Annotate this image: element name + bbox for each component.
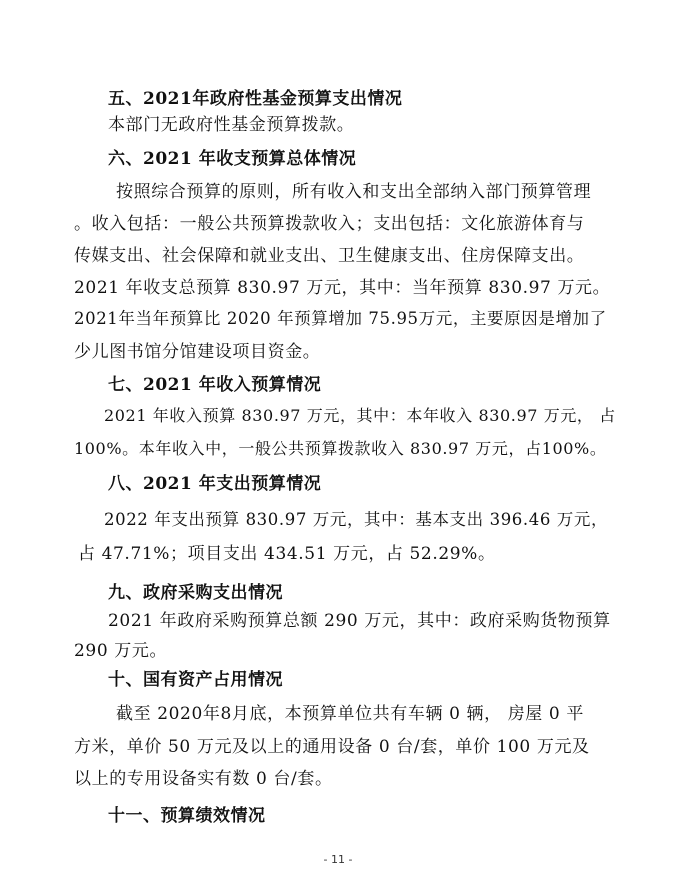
section-6-line-5: 2021年当年预算比 2020 年预算增加 75.95万元，主要原因是增加了 <box>74 309 607 328</box>
section-5-heading: 五、2021年政府性基金预算支出情况 <box>108 89 403 109</box>
section-8-line-2: 占 47.71%；项目支出 434.51 万元，占 52.29%。 <box>78 544 496 564</box>
section-5-text: 本部门无政府性基金预算拨款。 <box>108 115 355 135</box>
section-6-line-3: 传媒支出、社会保障和就业支出、卫生健康支出、住房保障支出。 <box>74 246 585 266</box>
section-6-line-1: 按照综合预算的原则，所有收入和支出全部纳入部门预算管理 <box>116 182 592 202</box>
section-10-line-1: 截至 2020年8月底，本预算单位共有车辆 0 辆， 房屋 0 平 <box>116 704 584 724</box>
section-10-line-3: 以上的专用设备实有数 0 台/套。 <box>74 769 333 789</box>
section-8-line-1: 2022 年支出预算 830.97 万元，其中：基本支出 396.46 万元， <box>104 510 609 529</box>
section-9-line-1: 2021 年政府采购预算总额 290 万元，其中：政府采购货物预算 <box>108 611 611 631</box>
section-7-heading: 七、2021 年收入预算情况 <box>108 375 322 395</box>
section-8-heading: 八、2021 年支出预算情况 <box>108 474 322 494</box>
section-6-line-2: 。收入包括：一般公共预算拨款收入；支出包括：文化旅游体育与 <box>74 214 585 234</box>
section-6-line-4: 2021 年收支总预算 830.97 万元，其中：当年预算 830.97 万元。 <box>74 278 611 298</box>
section-9-line-2: 290 万元。 <box>74 641 168 661</box>
section-9-heading: 九、政府采购支出情况 <box>108 583 283 603</box>
section-6-line-6: 少儿图书馆分馆建设项目资金。 <box>74 342 321 362</box>
section-10-heading: 十、国有资产占用情况 <box>108 670 283 690</box>
section-6-heading: 六、2021 年收支预算总体情况 <box>108 149 357 169</box>
section-10-line-2: 方米，单价 50 万元及以上的通用设备 0 台/套，单价 100 万元及 <box>74 737 590 757</box>
page-number: - 11 - <box>323 853 353 866</box>
section-7-line-1: 2021 年收入预算 830.97 万元，其中：本年收入 830.97 万元， 占 <box>104 406 616 425</box>
section-7-line-2: 100%。本年收入中，一般公共预算拨款收入 830.97 万元，占100%。 <box>74 439 607 458</box>
section-11-heading: 十一、预算绩效情况 <box>108 806 266 826</box>
